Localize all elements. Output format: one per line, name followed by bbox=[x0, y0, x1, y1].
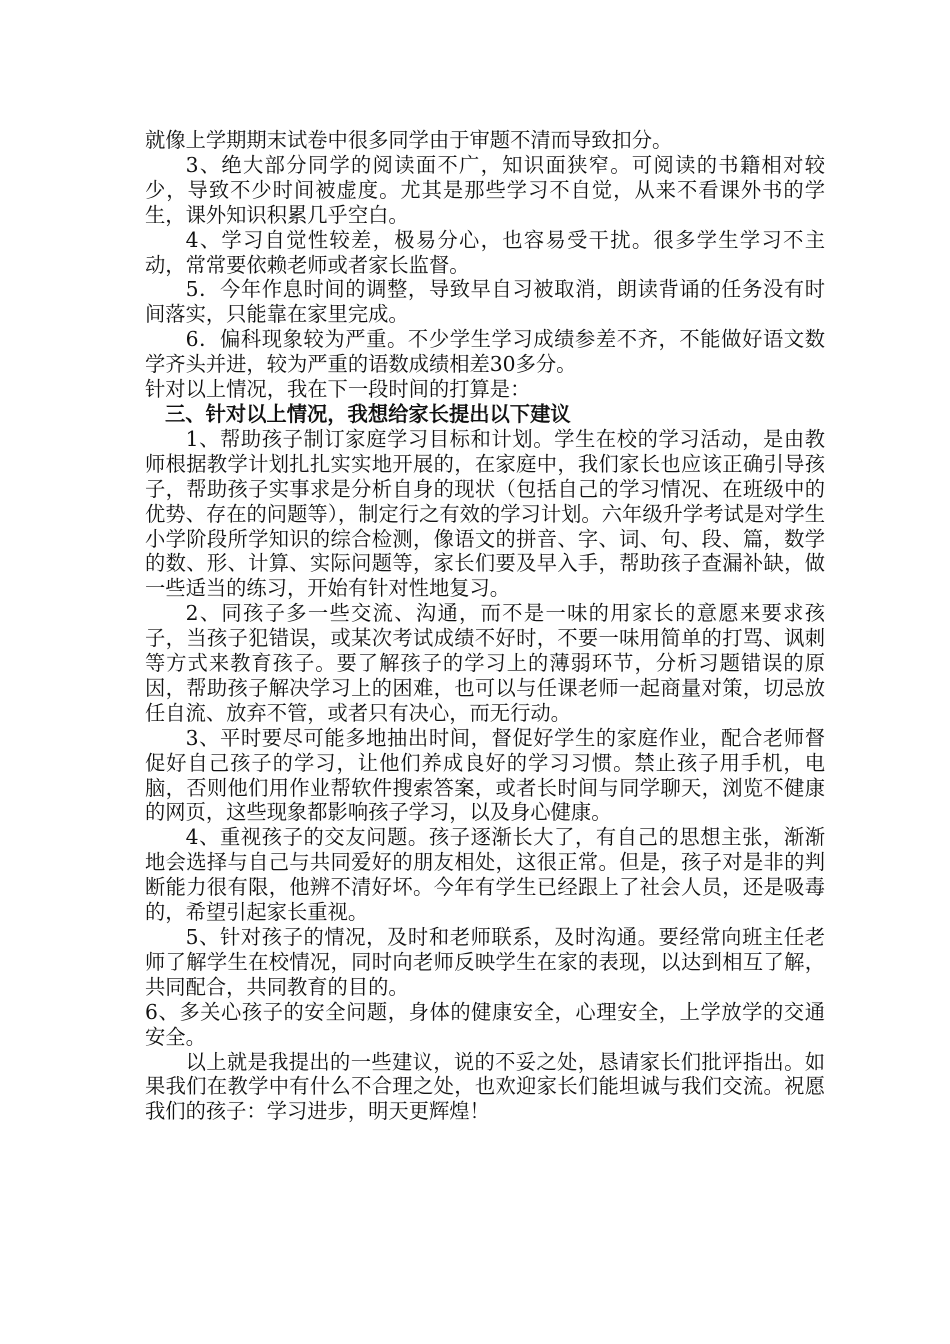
document-page bbox=[145, 128, 825, 1124]
paragraph-suggestion-5: 5、针对孩子的情况，及时和老师联系，及时沟通。要经常向班主任老师了解学生在校情况，同时向老师反映学生在家的表现，以达到相互了解，共同配合，共同教育的目的。 bbox=[145, 925, 825, 999]
paragraph-suggestion-4: 4、重视孩子的交友问题。孩子逐渐长大了，有自己的思想主张，渐渐地会选择与自己与共同爱好的朋友相处，这很正常。但是，孩子对是非的判断能力很有限，他辨不清好坏。今年有学生已经跟上了社会人员，还是吸毒的，希望引起家长重视。 bbox=[145, 825, 825, 925]
paragraph-suggestion-3: 3、平时要尽可能多地抽出时间，督促好学生的家庭作业，配合老师督促好自己孩子的学习，让他们养成良好的学习习惯。禁止孩子用手机，电脑，否则他们用作业帮软件搜索答案，或者长时间与同学聊天，浏览不健康的网页，这些现象都影响孩子学习，以及身心健康。 bbox=[145, 725, 825, 825]
paragraph-point-3-reading: 3、绝大部分同学的阅读面不广，知识面狭窄。可阅读的书籍相对较少，导致不少时间被虚度。尤其是那些学习不自觉，从来不看课外书的学生，课外知识积累几乎空白。 bbox=[145, 152, 825, 227]
paragraph-exam-carelessness: 就像上学期期末试卷中很多同学由于审题不清而导致扣分。 bbox=[145, 128, 673, 152]
paragraph-suggestion-2: 2、同孩子多一些交流、沟通，而不是一味的用家长的意愿来要求孩子，当孩子犯错误，或某次考试成绩不好时，不要一味用简单的打骂、讽刺等方式来教育孩子。要了解孩子的学习上的薄弱环节，分析习题错误的原因，帮助孩子解决学习上的困难，也可以与任课老师一起商量对策，切忌放任自流、放弃不管，或者只有决心，而无行动。 bbox=[145, 601, 825, 725]
paragraph-point-4-self-discipline: 4、学习自觉性较差，极易分心，也容易受干扰。很多学生学习不主动，常常要依赖老师或者家长监督。 bbox=[145, 227, 825, 277]
paragraph-closing: 以上就是我提出的一些建议，说的不妥之处，恳请家长们批评指出。如果我们在教学中有什么不合理之处，也欢迎家长们能坦诚与我们交流。祝愿我们的孩子：学习进步，明天更辉煌！ bbox=[145, 1049, 825, 1124]
section-heading-suggestions: 三、针对以上情况，我想给家长提出以下建议 bbox=[165, 401, 571, 426]
paragraph-plan-intro: 针对以上情况，我在下一段时间的打算是： bbox=[145, 377, 531, 402]
paragraph-suggestion-1: 1、帮助孩子制订家庭学习目标和计划。学生在校的学习活动，是由教师根据教学计划扎扎实实地开展的，在家庭中，我们家长也应该正确引导孩子，帮助孩子实事求是分析自身的现状（包括自己的学习情况、在班级中的优势、存在的问题等），制定行之有效的学习计划。六年级升学考试是对学生小学阶段所学知识的综合检测，像语文的拼音、字、词、句、段、篇，数学的数、形、计算、实际问题等，家长们要及早入手，帮助孩子查漏补缺，做一些适当的练习，开始有针对性地复习。 bbox=[145, 426, 825, 601]
paragraph-point-5-schedule: 5．今年作息时间的调整，导致早自习被取消，朗读背诵的任务没有时间落实，只能靠在家里完成。 bbox=[145, 277, 825, 327]
paragraph-point-6-imbalance: 6．偏科现象较为严重。不少学生学习成绩参差不齐，不能做好语文数学齐头并进，较为严重的语数成绩相差30多分。 bbox=[145, 327, 825, 377]
paragraph-suggestion-6: 6、多关心孩子的安全问题，身体的健康安全，心理安全，上学放学的交通安全。 bbox=[145, 999, 825, 1049]
